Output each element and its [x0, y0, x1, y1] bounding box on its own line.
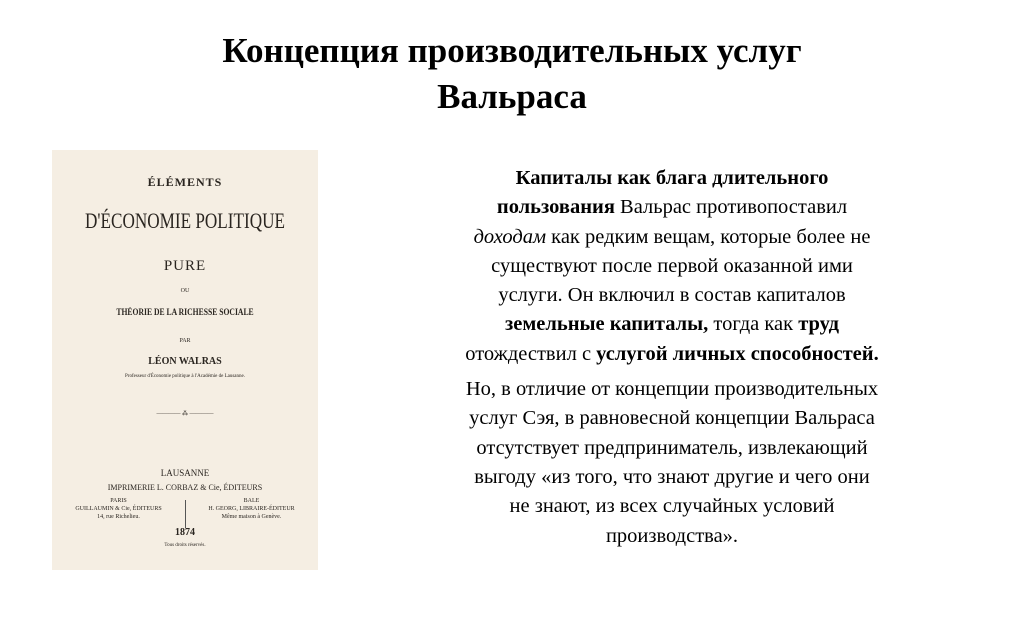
text-line [372, 310, 972, 339]
cover-rights: Tous droits réservés. [164, 543, 206, 548]
text-span: тогда как [708, 313, 799, 336]
cover-ou: OU [180, 288, 190, 294]
cover-city: LAUSANNE [160, 468, 210, 478]
cover-author-role: Professeur d'Économie politique à l'Académie de Lausanne. [125, 374, 245, 379]
text-line: не знают, из всех случайных условий [509, 495, 835, 518]
title-line: Концепция производительных услуг [222, 31, 802, 70]
book-cover-image [52, 150, 318, 570]
bold-text: труд [798, 313, 839, 336]
cover-heading: ÉLÉMENTS [147, 175, 223, 189]
cover-right-imprint [185, 497, 318, 521]
cover-subtitle: PURE [163, 258, 207, 274]
text-span: существуют после первой оказанной ими [491, 254, 853, 277]
text-line [372, 223, 972, 252]
text-line: услуг Сэя, в равновесной концепции Вальраса [469, 407, 875, 430]
cover-left-city: PARIS [110, 498, 127, 504]
paragraph-2 [372, 375, 972, 551]
cover-left-imprint [52, 497, 185, 521]
title-line: Вальраса [437, 77, 587, 116]
text-line: Но, в отличие от концепции производительных [465, 378, 879, 401]
cover-title: D'ÉCONOMIE POLITIQUE [85, 208, 285, 233]
cover-theory: THÉORIE DE LA RICHESSE SOCIALE [116, 307, 254, 317]
bold-text: услугой личных способностей. [596, 342, 879, 365]
text-span: как редким вещам, которые более не [546, 225, 871, 248]
text-span: Вальрас противопоставил [614, 196, 848, 219]
text-line [372, 164, 972, 193]
slide-title [0, 28, 1024, 120]
text-span: услуги. Он включил в состав капиталов [498, 284, 846, 307]
paragraph-1 [372, 164, 972, 369]
bold-text: пользования [496, 196, 615, 219]
text-line [372, 193, 972, 222]
cover-author: LÉON WALRAS [148, 356, 222, 367]
cover-left-address: 14, rue Richelieu. [97, 514, 140, 520]
text-line [372, 252, 972, 281]
cover-printer: IMPRIMERIE L. CORBAZ & Cie, ÉDITEURS [107, 483, 263, 492]
text-span: отождествил с [465, 342, 597, 365]
italic-text: доходам [473, 225, 547, 248]
cover-left-publisher: GUILLAUMIN & Cie, ÉDITEURS [75, 506, 162, 512]
cover-right-address: Même maison à Genève. [221, 514, 282, 520]
text-line: выгоду «из того, что знают другие и чего они [474, 465, 870, 488]
cover-right-publisher: H. GEORG, LIBRAIRE-ÉDITEUR [208, 506, 295, 512]
text-line [372, 281, 972, 310]
bold-text: Капиталы как блага длительного [515, 167, 829, 189]
text-line: производства». [605, 524, 739, 547]
cover-ornament: ———— ⁂ ———— [156, 411, 214, 417]
cover-year: 1874 [175, 527, 195, 538]
cover-par: PAR [179, 338, 191, 344]
body-text [372, 164, 972, 551]
text-line: отсутствует предприниматель, извлекающий [476, 436, 868, 459]
text-line [372, 340, 972, 369]
cover-right-city: BALE [243, 498, 260, 504]
bold-text: земельные капиталы, [504, 313, 709, 336]
